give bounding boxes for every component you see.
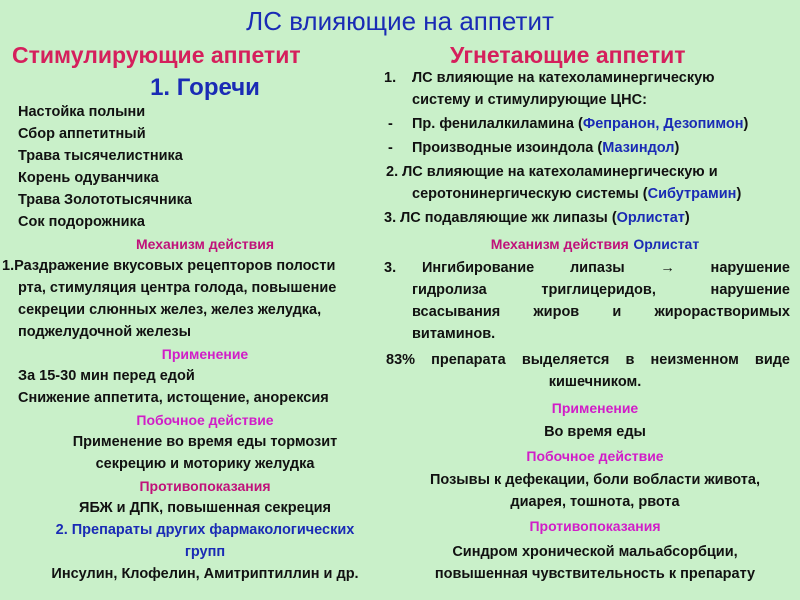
right-side-effect-line: диарея, тошнота, рвота bbox=[510, 494, 680, 510]
dash-marker: - bbox=[388, 116, 393, 132]
left-heading: Стимулирующие аппетит bbox=[12, 42, 301, 68]
item2-line bbox=[412, 186, 741, 202]
bitters-subheading: 1. Горечи bbox=[150, 74, 260, 101]
right-mechanism-label bbox=[390, 236, 800, 254]
dash-item-text: ) bbox=[674, 140, 680, 156]
left-mechanism-line: секреции слюнных желез, желез желудка, bbox=[18, 302, 322, 318]
drug-name: Фепранон, Дезопимон bbox=[582, 116, 744, 132]
list-item: Трава тысячелистника bbox=[18, 148, 183, 164]
mechanism-number: 3. bbox=[384, 260, 397, 276]
right-mechanism-line: гидролиза триглицеридов, нарушение bbox=[412, 282, 790, 298]
item1-number: 1. bbox=[384, 70, 397, 86]
dash-item bbox=[412, 116, 748, 132]
dash-item bbox=[412, 140, 679, 156]
excretion-line: 83% препарата выделяется в неизменном виде bbox=[386, 352, 790, 368]
item3-text: 3. ЛС подавляющие жк липазы ( bbox=[384, 210, 617, 226]
item2-line: 2. ЛС влияющие на катехоламинергическую и bbox=[386, 164, 718, 180]
list-item: Корень одуванчика bbox=[18, 170, 159, 186]
drug-name: Орлистат bbox=[616, 210, 685, 226]
page-title: ЛС влияющие на аппетит bbox=[246, 6, 554, 36]
dash-item-text: Пр. фенилалкиламина ( bbox=[412, 116, 583, 132]
item2-text: серотонинергическую системы ( bbox=[412, 186, 648, 202]
left-mechanism-label: Механизм действия bbox=[135, 236, 275, 252]
right-mechanism-text: Механизм действия bbox=[490, 236, 629, 252]
left-contraindications-text: ЯБЖ и ДПК, повышенная секреция bbox=[79, 500, 331, 516]
item3-text: ) bbox=[684, 210, 690, 226]
right-side-effect-line: Позывы к дефекации, боли вобласти живота, bbox=[429, 472, 760, 488]
left-contraindications-label: Противопоказания bbox=[139, 478, 271, 494]
right-contraindications-label: Противопоказания bbox=[529, 518, 661, 534]
left-mechanism-line: 1.Раздражение вкусовых рецепторов полости bbox=[2, 258, 336, 274]
drug-name: Орлистат bbox=[633, 236, 700, 252]
section2-heading: групп bbox=[184, 544, 226, 560]
item1-line: систему и стимулирующие ЦНС: bbox=[412, 92, 647, 108]
left-application-line: За 15-30 мин перед едой bbox=[18, 368, 195, 384]
right-contraindications-line: Синдром хронической мальабсорбции, bbox=[452, 544, 738, 560]
list-item: Настойка полыни bbox=[18, 104, 146, 120]
right-mechanism-line: Ингибирование липазы → нарушение bbox=[422, 260, 790, 276]
dash-marker: - bbox=[388, 140, 393, 156]
left-mechanism-line: поджелудочной железы bbox=[18, 324, 192, 340]
right-application-label: Применение bbox=[551, 400, 639, 416]
list-item: Трава Золототысячника bbox=[18, 192, 192, 208]
right-contraindications-line: повышенная чувствительность к препарату bbox=[434, 566, 756, 582]
item1-line: ЛС влияющие на катехоламинергическую bbox=[412, 70, 715, 86]
item2-text: ) bbox=[736, 186, 742, 202]
left-mechanism-line: рта, стимуляция центра голода, повышение bbox=[18, 280, 337, 296]
drug-name: Сибутрамин bbox=[647, 186, 737, 202]
left-application-line: Снижение аппетита, истощение, анорексия bbox=[18, 390, 329, 406]
left-side-effect-label: Побочное действие bbox=[136, 412, 274, 428]
dash-item-text: Производные изоиндола ( bbox=[412, 140, 603, 156]
section2-heading: 2. Препараты других фармакологических bbox=[55, 522, 355, 538]
list-item: Сбор аппетитный bbox=[18, 126, 146, 142]
right-application-text: Во время еды bbox=[544, 424, 646, 440]
item3-line bbox=[384, 210, 690, 226]
right-side-effect-label: Побочное действие bbox=[526, 448, 664, 464]
left-application-label: Применение bbox=[161, 346, 249, 362]
dash-item-text: ) bbox=[743, 116, 749, 132]
right-heading: Угнетающие аппетит bbox=[450, 42, 686, 68]
section2-drugs: Инсулин, Клофелин, Амитриптиллин и др. bbox=[51, 566, 359, 582]
excretion-line: кишечником. bbox=[548, 374, 642, 390]
right-mechanism-line: витаминов. bbox=[412, 326, 496, 342]
list-item: Сок подорожника bbox=[18, 214, 145, 230]
left-side-effect-line: секрецию и моторику желудка bbox=[95, 456, 315, 472]
left-side-effect-line: Применение во время еды тормозит bbox=[72, 434, 338, 450]
drug-name: Мазиндол bbox=[602, 140, 675, 156]
right-mechanism-line: всасывания жиров и жирорастворимых bbox=[412, 304, 790, 320]
